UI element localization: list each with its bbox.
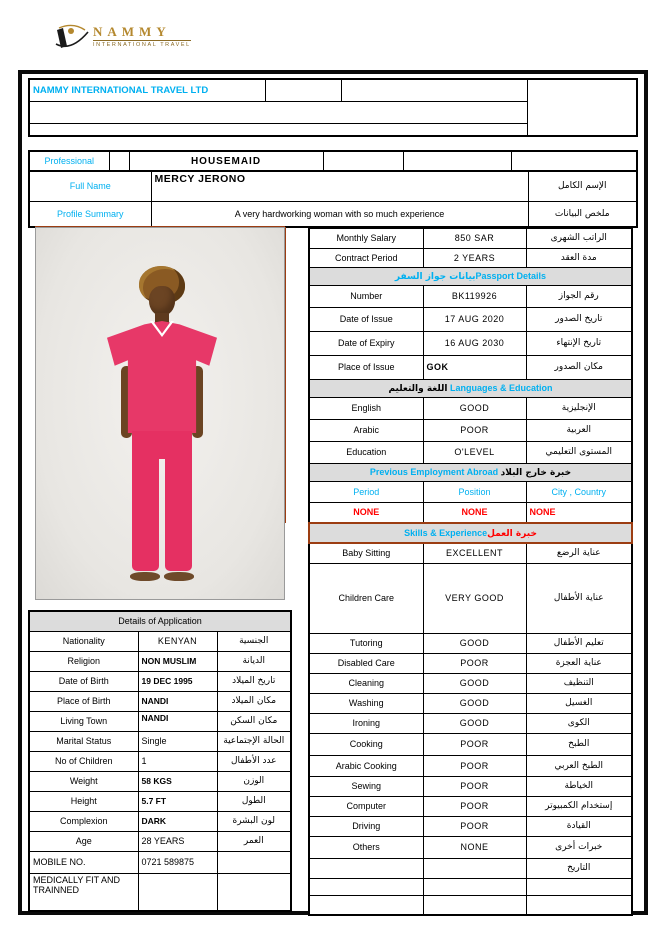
- details-left-table: [28, 610, 292, 912]
- brand-tagline: INTERNATIONAL TRAVEL: [93, 42, 191, 48]
- skills-section-header: Skills & Experienceخبرة العمل: [309, 523, 632, 543]
- skill-label: Ironing: [309, 713, 423, 733]
- full-name-value: MERCY JERONO: [151, 171, 528, 201]
- figure-face: [149, 286, 175, 316]
- field-value: 28 YEARS: [138, 831, 217, 851]
- empty-cell: [309, 858, 423, 878]
- skill-label-arabic: إستخدام الكمبيوتر: [526, 796, 632, 816]
- name-table: [28, 170, 638, 228]
- skill-value: GOOD: [423, 693, 526, 713]
- header-empty-row: [29, 123, 527, 136]
- skill-label: Tutoring: [309, 633, 423, 653]
- profession-table: [28, 150, 638, 172]
- field-label-arabic: لون البشرة: [217, 811, 291, 831]
- field-label: Date of Birth: [29, 671, 138, 691]
- skill-value: EXCELLENT: [423, 543, 526, 563]
- field-label: Place of Issue: [309, 355, 423, 379]
- skill-label-arabic: الطبخ العربي: [526, 755, 632, 776]
- field-value: Single: [138, 731, 217, 751]
- full-name-label: Full Name: [29, 171, 151, 201]
- field-label-arabic: الجنسية: [217, 631, 291, 651]
- field-label: Weight: [29, 771, 138, 791]
- employment-col-period: Period: [309, 481, 423, 502]
- profession-empty-cell: [403, 151, 511, 171]
- skill-label-arabic: تعليم الأطفال: [526, 633, 632, 653]
- skill-label-arabic: الخياطة: [526, 776, 632, 796]
- header-table: [28, 78, 638, 137]
- empty-cell: [526, 878, 632, 895]
- profession-empty-cell: [323, 151, 403, 171]
- field-value: 2 YEARS: [423, 248, 526, 267]
- employment-value: NONE: [526, 502, 632, 523]
- header-empty-cell: [265, 79, 341, 101]
- empty-cell: [217, 873, 291, 911]
- skill-value: VERY GOOD: [423, 563, 526, 633]
- field-label: Education: [309, 441, 423, 463]
- field-label-arabic: رقم الجواز: [526, 285, 632, 307]
- header-photo-cell: [527, 79, 637, 136]
- empty-cell: [309, 895, 423, 915]
- skill-value: GOOD: [423, 713, 526, 733]
- skill-value: POOR: [423, 776, 526, 796]
- empty-cell: [217, 851, 291, 873]
- field-value: 17 AUG 2020: [423, 307, 526, 331]
- field-label: Religion: [29, 651, 138, 671]
- field-value: 850 SAR: [423, 228, 526, 248]
- field-label-arabic: تاريخ الصدور: [526, 307, 632, 331]
- company-name: NAMMY INTERNATIONAL TRAVEL LTD: [29, 79, 265, 101]
- details-section-header: Details of Application: [29, 611, 291, 631]
- field-value: 19 DEC 1995: [138, 671, 217, 691]
- details-right-table: [308, 227, 633, 916]
- skill-value: GOOD: [423, 673, 526, 693]
- field-label-arabic: الراتب الشهرى: [526, 228, 632, 248]
- skill-label-arabic: القيادة: [526, 816, 632, 836]
- field-label: Age: [29, 831, 138, 851]
- languages-section-header: اللغة والتعليم Languages & Education: [309, 379, 632, 397]
- skill-label-arabic: خبرات أخرى: [526, 836, 632, 858]
- medically-fit-label: MEDICALLY FIT AND TRAINNED: [29, 873, 138, 911]
- skill-value: POOR: [423, 796, 526, 816]
- company-logo: [55, 22, 191, 52]
- employment-value: NONE: [423, 502, 526, 523]
- field-value: NANDI: [138, 691, 217, 711]
- skill-label: Children Care: [309, 563, 423, 633]
- field-label-arabic: الوزن: [217, 771, 291, 791]
- skill-label-arabic: الغسيل: [526, 693, 632, 713]
- skill-value: POOR: [423, 755, 526, 776]
- field-value: 16 AUG 2030: [423, 331, 526, 355]
- skill-label-arabic: عناية العجزة: [526, 653, 632, 673]
- field-value: POOR: [423, 419, 526, 441]
- field-label: Nationality: [29, 631, 138, 651]
- field-value: DARK: [138, 811, 217, 831]
- field-label: Contract Period: [309, 248, 423, 267]
- field-value: GOK: [423, 355, 526, 379]
- skill-label: Others: [309, 836, 423, 858]
- profession-empty-cell: [511, 151, 637, 171]
- skill-label: Arabic Cooking: [309, 755, 423, 776]
- field-label-arabic: تاريخ الميلاد: [217, 671, 291, 691]
- field-value: NON MUSLIM: [138, 651, 217, 671]
- field-value: GOOD: [423, 397, 526, 419]
- field-label: Monthly Salary: [309, 228, 423, 248]
- skill-value: GOOD: [423, 633, 526, 653]
- field-label-arabic: مكان الصدور: [526, 355, 632, 379]
- professional-label: Professional: [29, 151, 109, 171]
- field-label-arabic: العربية: [526, 419, 632, 441]
- field-value: NANDI: [138, 711, 217, 731]
- field-label-arabic: تاريخ الإنتهاء: [526, 331, 632, 355]
- empty-cell: [526, 895, 632, 915]
- empty-cell: [138, 873, 217, 911]
- skill-label: Washing: [309, 693, 423, 713]
- applicant-photo: [35, 227, 285, 600]
- profession-value: HOUSEMAID: [129, 151, 323, 171]
- header-empty-cell: [341, 79, 527, 101]
- field-label-arabic: الطول: [217, 791, 291, 811]
- field-label: Living Town: [29, 711, 138, 731]
- empty-cell: [423, 895, 526, 915]
- field-label: Date of Expiry: [309, 331, 423, 355]
- mobile-value: 0721 589875: [138, 851, 217, 873]
- field-label: Marital Status: [29, 731, 138, 751]
- field-label-arabic: الديانة: [217, 651, 291, 671]
- field-value: 58 KGS: [138, 771, 217, 791]
- field-label: Place of Birth: [29, 691, 138, 711]
- skill-label: Computer: [309, 796, 423, 816]
- field-label: Height: [29, 791, 138, 811]
- field-label-arabic: المستوى التعليمي: [526, 441, 632, 463]
- field-value: BK119926: [423, 285, 526, 307]
- profile-summary-label: Profile Summary: [29, 201, 151, 227]
- field-label: English: [309, 397, 423, 419]
- header-empty-row: [29, 101, 527, 123]
- passport-section-header: بيانات جواز السفرPassport Details: [309, 267, 632, 285]
- skill-label-arabic: عناية الأطفال: [526, 563, 632, 633]
- skill-label: Cooking: [309, 733, 423, 755]
- skill-label: Cleaning: [309, 673, 423, 693]
- skill-label: Baby Sitting: [309, 543, 423, 563]
- skill-value: NONE: [423, 836, 526, 858]
- date-label-arabic: التاريخ: [526, 858, 632, 878]
- field-label-arabic: مدة العقد: [526, 248, 632, 267]
- skill-value: POOR: [423, 733, 526, 755]
- employment-col-city: City , Country: [526, 481, 632, 502]
- profession-empty-cell: [109, 151, 129, 171]
- full-name-label-arabic: الإسم الكامل: [528, 171, 637, 201]
- field-label: Date of Issue: [309, 307, 423, 331]
- employment-col-position: Position: [423, 481, 526, 502]
- skill-label-arabic: الطبخ: [526, 733, 632, 755]
- brand-name: NAMMY: [93, 24, 171, 39]
- empty-cell: [309, 878, 423, 895]
- field-label-arabic: الحالة الإجتماعية: [217, 731, 291, 751]
- profile-summary-label-arabic: ملخص البيانات: [528, 201, 637, 227]
- field-label-arabic: عدد الأطفال: [217, 751, 291, 771]
- mobile-label: MOBILE NO.: [29, 851, 138, 873]
- field-label: Number: [309, 285, 423, 307]
- empty-cell: [423, 858, 526, 878]
- employment-section-header: Previous Employment Abroad خبرة خارج البلاد: [309, 463, 632, 481]
- field-label-arabic: مكان السكن: [217, 711, 291, 731]
- field-label: Complexion: [29, 811, 138, 831]
- skill-value: POOR: [423, 653, 526, 673]
- field-label-arabic: مكان الميلاد: [217, 691, 291, 711]
- skill-label: Disabled Care: [309, 653, 423, 673]
- field-label: No of Children: [29, 751, 138, 771]
- empty-cell: [423, 878, 526, 895]
- skill-label-arabic: التنظيف: [526, 673, 632, 693]
- applicant-figure: [36, 228, 284, 599]
- skill-label-arabic: الكوى: [526, 713, 632, 733]
- profile-summary-value: A very hardworking woman with so much experience: [151, 201, 528, 227]
- skill-label: Sewing: [309, 776, 423, 796]
- skill-label: Driving: [309, 816, 423, 836]
- skill-value: POOR: [423, 816, 526, 836]
- field-label-arabic: الإنجليزية: [526, 397, 632, 419]
- nammy-logo-icon: [55, 22, 89, 52]
- field-value: O'LEVEL: [423, 441, 526, 463]
- field-value: KENYAN: [138, 631, 217, 651]
- field-value: 5.7 FT: [138, 791, 217, 811]
- skill-label-arabic: عناية الرضع: [526, 543, 632, 563]
- field-label-arabic: العمر: [217, 831, 291, 851]
- field-label: Arabic: [309, 419, 423, 441]
- field-value: 1: [138, 751, 217, 771]
- employment-value: NONE: [309, 502, 423, 523]
